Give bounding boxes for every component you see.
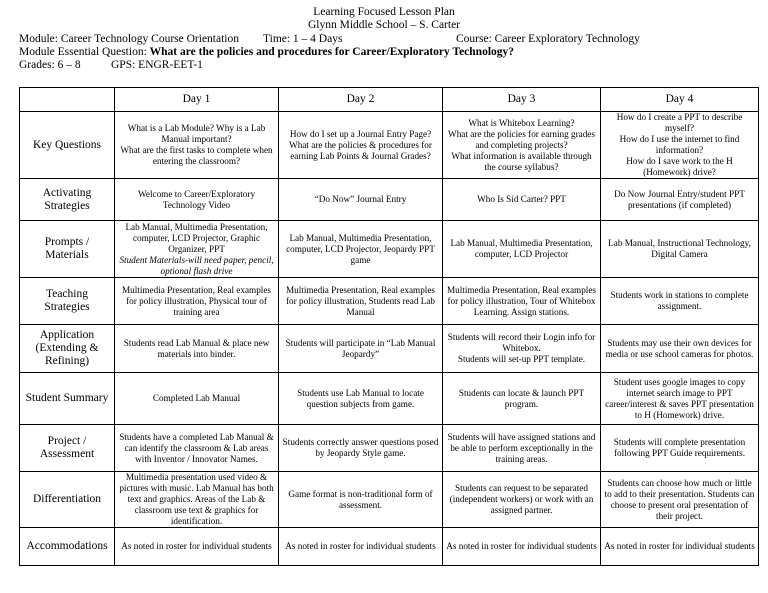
cell-text: Students correctly answer questions posed by Jeopardy Style game. bbox=[282, 437, 439, 458]
cell-text: As noted in roster for individual students bbox=[121, 541, 272, 551]
cell-text: Lab Manual, Multimedia Presentation, computer, LCD Projector, Jeopardy PPT game bbox=[286, 232, 435, 265]
cell-text: Lab Manual, Multimedia Presentation, computer, LCD Projector, Graphic Organizer, PPT bbox=[125, 221, 268, 254]
day-header: Day 3 bbox=[443, 88, 601, 112]
table-cell bbox=[601, 373, 759, 425]
cell-text: As noted in roster for individual students bbox=[604, 541, 755, 551]
cell-text: How do I create a PPT to describe myself? How do I use the internet to find information? How do I save work to the H (Homework) drive? bbox=[616, 112, 743, 177]
table-cell bbox=[279, 425, 443, 472]
table-cell bbox=[115, 179, 279, 221]
cell-text: Lab Manual, Multimedia Presentation, computer, LCD Projector bbox=[450, 238, 593, 259]
table-row bbox=[20, 112, 759, 179]
row-label: Prompts / Materials bbox=[20, 221, 115, 278]
table-cell bbox=[115, 528, 279, 566]
day-header: Day 1 bbox=[115, 88, 279, 112]
table-cell bbox=[601, 528, 759, 566]
table-cell bbox=[279, 112, 443, 179]
gps-standard: GPS: ENGR-EET-1 bbox=[111, 59, 203, 71]
table-cell bbox=[601, 112, 759, 179]
table-cell bbox=[115, 278, 279, 325]
cell-text: Multimedia Presentation, Real examples for policy illustration, Physical tour of training area bbox=[121, 284, 271, 317]
cell-text: Students will complete presentation following PPT Guide requirements. bbox=[613, 437, 746, 458]
cell-text: Multimedia presentation used video & pictures with music. Lab Manual has both text and graphics. Areas of the Lab & classroom use text & graphics for identification. bbox=[119, 472, 274, 526]
table-cell bbox=[115, 472, 279, 528]
table-cell bbox=[601, 472, 759, 528]
student-materials-note: Student Materials-will need paper, pencil, optional flash drive bbox=[119, 254, 274, 276]
row-label: Teaching Strategies bbox=[20, 278, 115, 325]
table-cell bbox=[443, 112, 601, 179]
cell-text: As noted in roster for individual students bbox=[446, 541, 597, 551]
table-cell bbox=[279, 179, 443, 221]
cell-text: Students may use their own devices for media or use school cameras for photos. bbox=[605, 337, 754, 359]
day-header: Day 4 bbox=[601, 88, 759, 112]
table-cell bbox=[115, 325, 279, 373]
table-cell bbox=[601, 278, 759, 325]
table-row bbox=[20, 528, 759, 566]
cell-text: Multimedia Presentation, Real examples for policy illustration, Tour of Whitebox Learning. Assign stations. bbox=[446, 284, 596, 317]
cell-text: Game format is non-traditional form of assessment. bbox=[288, 488, 433, 510]
table-cell bbox=[601, 221, 759, 278]
table-cell bbox=[279, 472, 443, 528]
table-cell bbox=[279, 278, 443, 325]
table-row bbox=[20, 373, 759, 425]
lesson-plan-table bbox=[19, 87, 759, 566]
cell-text: Students will participate in “Lab Manual Jeopardy” bbox=[285, 337, 436, 359]
table-cell bbox=[279, 373, 443, 425]
cell-text: Students have a completed Lab Manual & can identify the classroom & Lab areas with Inventor / Innovator Names. bbox=[119, 431, 274, 464]
cell-text: Completed Lab Manual bbox=[152, 393, 241, 403]
cell-text: “Do Now” Journal Entry bbox=[314, 194, 407, 204]
module-name: Module: Career Technology Course Orientation bbox=[19, 33, 239, 45]
row-label: Accommodations bbox=[20, 528, 115, 566]
table-row bbox=[20, 278, 759, 325]
cell-text: Welcome to Career/Exploratory Technology Video bbox=[137, 188, 256, 210]
table-row bbox=[20, 472, 759, 528]
table-cell bbox=[443, 528, 601, 566]
module-line bbox=[19, 33, 759, 46]
table-row bbox=[20, 425, 759, 472]
table-row bbox=[20, 325, 759, 373]
cell-text: Lab Manual, Instructional Technology, Digital Camera bbox=[608, 238, 751, 259]
corner-cell bbox=[20, 88, 115, 112]
essential-question: What are the policies and procedures for Career/Exploratory Technology? bbox=[149, 46, 515, 58]
cell-text: Students work in stations to complete assignment. bbox=[610, 290, 749, 311]
cell-text: Students can choose how much or little to add to their presentation. Students can choose to present oral presentation of their project. bbox=[604, 477, 755, 521]
grades-line bbox=[19, 59, 759, 72]
table-cell bbox=[115, 221, 279, 278]
cell-text: Who Is Sid Carter? PPT bbox=[477, 194, 566, 204]
table-row bbox=[20, 221, 759, 278]
row-label: Key Questions bbox=[20, 112, 115, 179]
cell-text: What is Whitebox Learning? What are the policies for earning grades and completing projects? What information is available through the course syllabus? bbox=[448, 117, 595, 172]
lesson-plan-title: Learning Focused Lesson Plan bbox=[313, 6, 455, 18]
row-label: Application (Extending & Refining) bbox=[20, 325, 115, 373]
cell-text: As noted in roster for individual students bbox=[285, 541, 436, 551]
cell-text: What is a Lab Module? Why is a Lab Manual important? What are the first tasks to complete when entering the classroom? bbox=[120, 123, 273, 166]
day-header: Day 2 bbox=[279, 88, 443, 112]
row-label: Differentiation bbox=[20, 472, 115, 528]
cell-text: Students will record their Login info for Whitebox. Students will set-up PPT template. bbox=[447, 332, 596, 364]
school-name: Glynn Middle School – S. Carter bbox=[307, 19, 461, 31]
cell-text: Do Now Journal Entry/student PPT presentations (if completed) bbox=[614, 188, 745, 210]
essential-question-label: Module Essential Question: bbox=[19, 46, 147, 58]
cell-text: How do I set up a Journal Entry Page? What are the policies & procedures for earning Lab Points & Journal Grades? bbox=[289, 128, 432, 161]
table-cell bbox=[601, 325, 759, 373]
cell-text: Students will have assigned stations and be able to perform exceptionally in the training areas. bbox=[447, 431, 596, 464]
cell-text: Students read Lab Manual & place new materials into binder. bbox=[123, 337, 270, 359]
row-label: Activating Strategies bbox=[20, 179, 115, 221]
table-cell bbox=[279, 221, 443, 278]
table-cell bbox=[115, 425, 279, 472]
cell-text: Students can locate & launch PPT program. bbox=[458, 387, 585, 409]
row-label: Project / Assessment bbox=[20, 425, 115, 472]
table-cell bbox=[279, 325, 443, 373]
essential-question-line bbox=[19, 46, 759, 59]
table-cell bbox=[443, 472, 601, 528]
cell-text: Multimedia Presentation, Real examples for policy illustration, Students read Lab Manual bbox=[285, 284, 435, 317]
table-cell bbox=[443, 221, 601, 278]
table-cell bbox=[115, 373, 279, 425]
table-cell bbox=[115, 112, 279, 179]
course-name: Course: Career Exploratory Technology bbox=[456, 33, 640, 45]
table-cell bbox=[443, 373, 601, 425]
module-time: Time: 1 – 4 Days bbox=[263, 33, 343, 45]
cell-text: Students can request to be separated (independent workers) or work with an assigned partner. bbox=[449, 483, 594, 515]
row-label: Student Summary bbox=[20, 373, 115, 425]
table-cell bbox=[443, 425, 601, 472]
table-cell bbox=[443, 179, 601, 221]
table-header-row bbox=[20, 88, 759, 112]
table-cell bbox=[601, 179, 759, 221]
table-cell bbox=[279, 528, 443, 566]
grades: Grades: 6 – 8 bbox=[19, 59, 81, 71]
table-cell bbox=[443, 278, 601, 325]
document-header bbox=[0, 6, 768, 32]
table-row bbox=[20, 179, 759, 221]
table-cell bbox=[601, 425, 759, 472]
cell-text: Student uses google images to copy internet search image to PPT career/interest & saves PPT presentation to H (Homework) drive. bbox=[605, 376, 754, 420]
cell-text: Students use Lab Manual to locate question subjects from game. bbox=[297, 387, 424, 409]
table-cell bbox=[443, 325, 601, 373]
